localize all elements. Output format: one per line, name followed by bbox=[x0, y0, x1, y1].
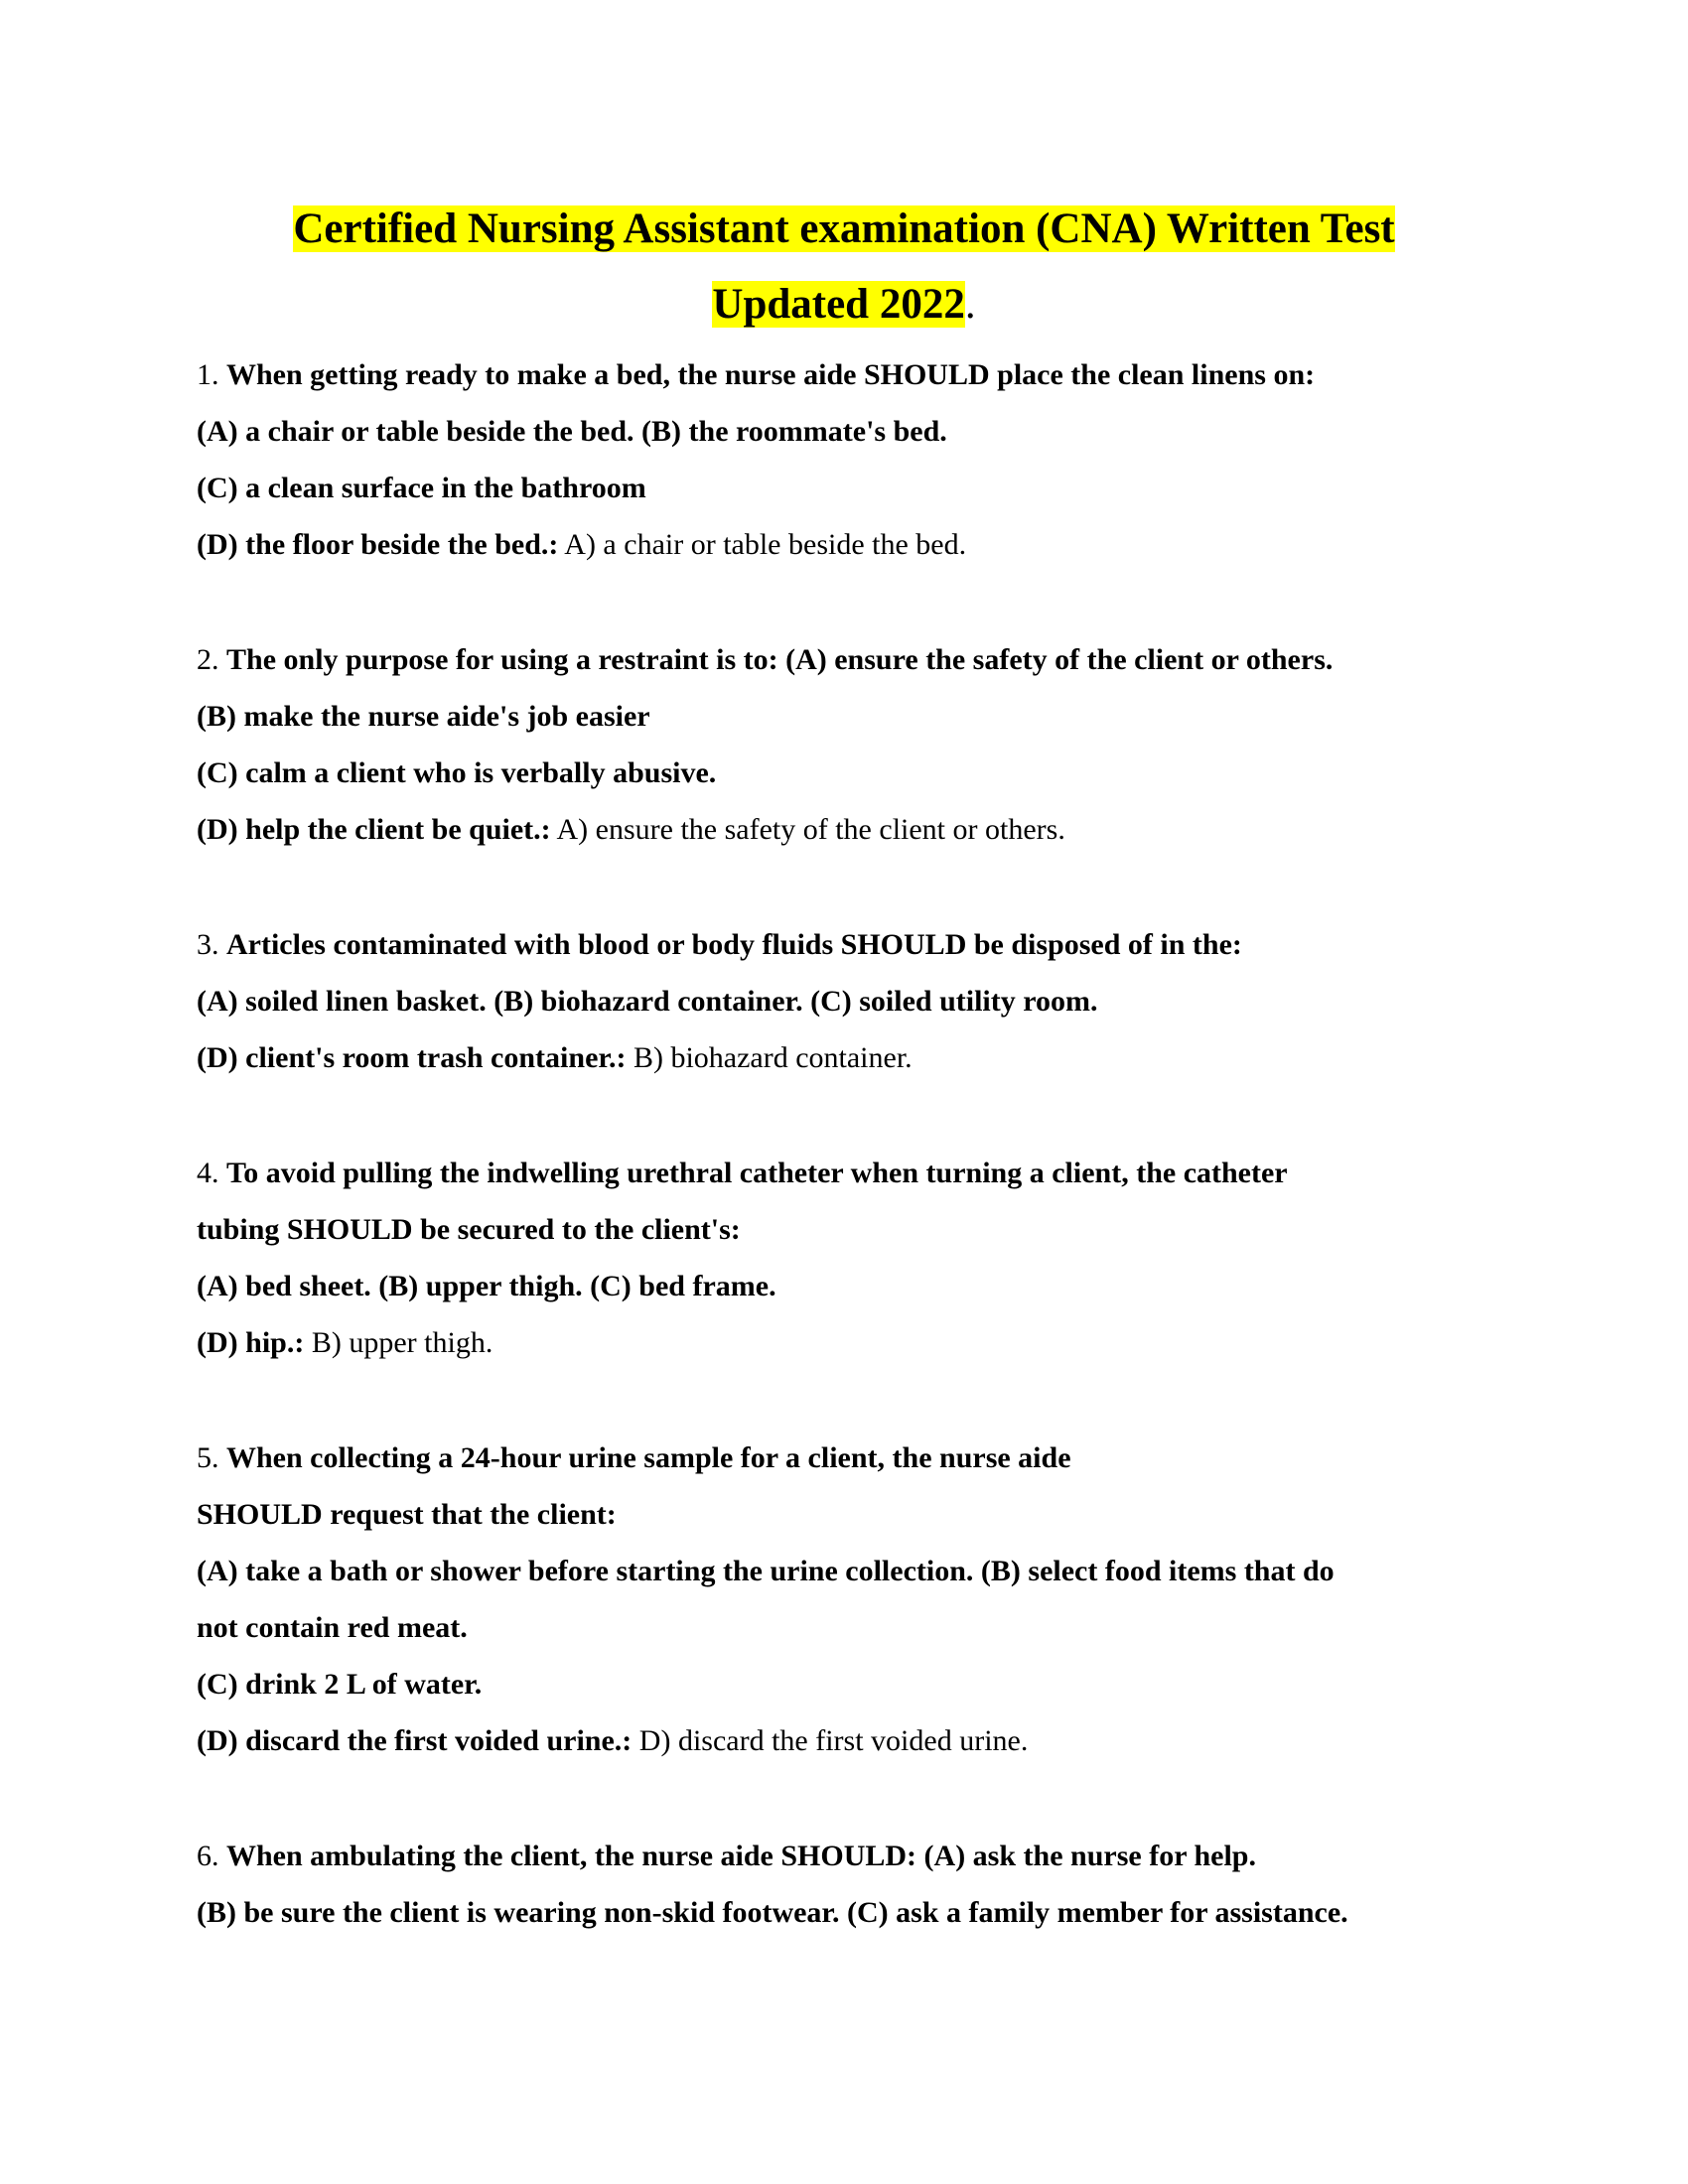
question-text: The only purpose for using a restraint is to: (A) ensure the safety of the client or others. bbox=[226, 643, 1334, 676]
answer-text: B) biohazard container. bbox=[633, 1041, 913, 1074]
question-6-stem bbox=[197, 1837, 1256, 1876]
title-highlight: Certified Nursing Assistant examination (CNA) Written Test bbox=[293, 205, 1395, 252]
question-number: 1. bbox=[197, 358, 219, 391]
document-title-line-2 bbox=[0, 278, 1688, 332]
title-period: . bbox=[964, 281, 976, 328]
question-1-option-c: (C) a clean surface in the bathroom bbox=[197, 472, 646, 504]
question-3-option-d-answer bbox=[197, 1038, 913, 1078]
question-4-options-abc: (A) bed sheet. (B) upper thigh. (C) bed frame. bbox=[197, 1270, 776, 1302]
question-text: To avoid pulling the indwelling urethral catheter when turning a client, the catheter bbox=[226, 1157, 1288, 1189]
question-text: When ambulating the client, the nurse aide SHOULD: (A) ask the nurse for help. bbox=[226, 1840, 1256, 1872]
question-4-stem bbox=[197, 1154, 1288, 1193]
last-option: (D) the floor beside the bed.: bbox=[197, 528, 559, 561]
question-5-option-b-continued: not contain red meat. bbox=[197, 1611, 468, 1644]
question-5-options-ab: (A) take a bath or shower before starting the urine collection. (B) select food items that do bbox=[197, 1555, 1335, 1587]
question-number: 4. bbox=[197, 1157, 219, 1189]
question-1-option-d-answer bbox=[197, 525, 966, 565]
question-2-option-c: (C) calm a client who is verbally abusive. bbox=[197, 756, 717, 789]
question-number: 3. bbox=[197, 928, 219, 961]
question-2-option-d-answer bbox=[197, 810, 1065, 850]
question-number: 2. bbox=[197, 643, 219, 676]
last-option: (D) discard the first voided urine.: bbox=[197, 1724, 633, 1757]
question-text: When getting ready to make a bed, the nurse aide SHOULD place the clean linens on: bbox=[226, 358, 1316, 391]
last-option: (D) help the client be quiet.: bbox=[197, 813, 551, 846]
question-4-stem-continued: tubing SHOULD be secured to the client's: bbox=[197, 1213, 741, 1246]
question-2-option-b: (B) make the nurse aide's job easier bbox=[197, 700, 650, 733]
question-number: 6. bbox=[197, 1840, 219, 1872]
question-5-option-c: (C) drink 2 L of water. bbox=[197, 1668, 483, 1701]
answer-text: D) discard the first voided urine. bbox=[638, 1724, 1029, 1757]
question-5-stem-continued: SHOULD request that the client: bbox=[197, 1498, 617, 1531]
question-4-option-d-answer bbox=[197, 1323, 492, 1363]
question-2-stem bbox=[197, 640, 1333, 680]
question-1-options-ab: (A) a chair or table beside the bed. (B) the roommate's bed. bbox=[197, 415, 947, 448]
question-6-options-bc: (B) be sure the client is wearing non-skid footwear. (C) ask a family member for assistance. bbox=[197, 1896, 1348, 1929]
document-title-line-1 bbox=[0, 203, 1688, 256]
question-5-option-d-answer bbox=[197, 1721, 1028, 1761]
question-3-options-abc: (A) soiled linen basket. (B) biohazard container. (C) soiled utility room. bbox=[197, 985, 1098, 1018]
question-1-stem bbox=[197, 355, 1315, 395]
question-text: Articles contaminated with blood or body fluids SHOULD be disposed of in the: bbox=[226, 928, 1242, 961]
answer-text: A) ensure the safety of the client or others. bbox=[556, 813, 1065, 846]
question-3-stem bbox=[197, 925, 1242, 965]
answer-text: A) a chair or table beside the bed. bbox=[564, 528, 967, 561]
last-option: (D) hip.: bbox=[197, 1326, 305, 1359]
last-option: (D) client's room trash container.: bbox=[197, 1041, 627, 1074]
title-highlight: Updated 2022 bbox=[712, 281, 965, 328]
answer-text: B) upper thigh. bbox=[311, 1326, 493, 1359]
question-number: 5. bbox=[197, 1441, 219, 1474]
question-text: When collecting a 24-hour urine sample for a client, the nurse aide bbox=[226, 1441, 1071, 1474]
question-5-stem bbox=[197, 1438, 1071, 1478]
